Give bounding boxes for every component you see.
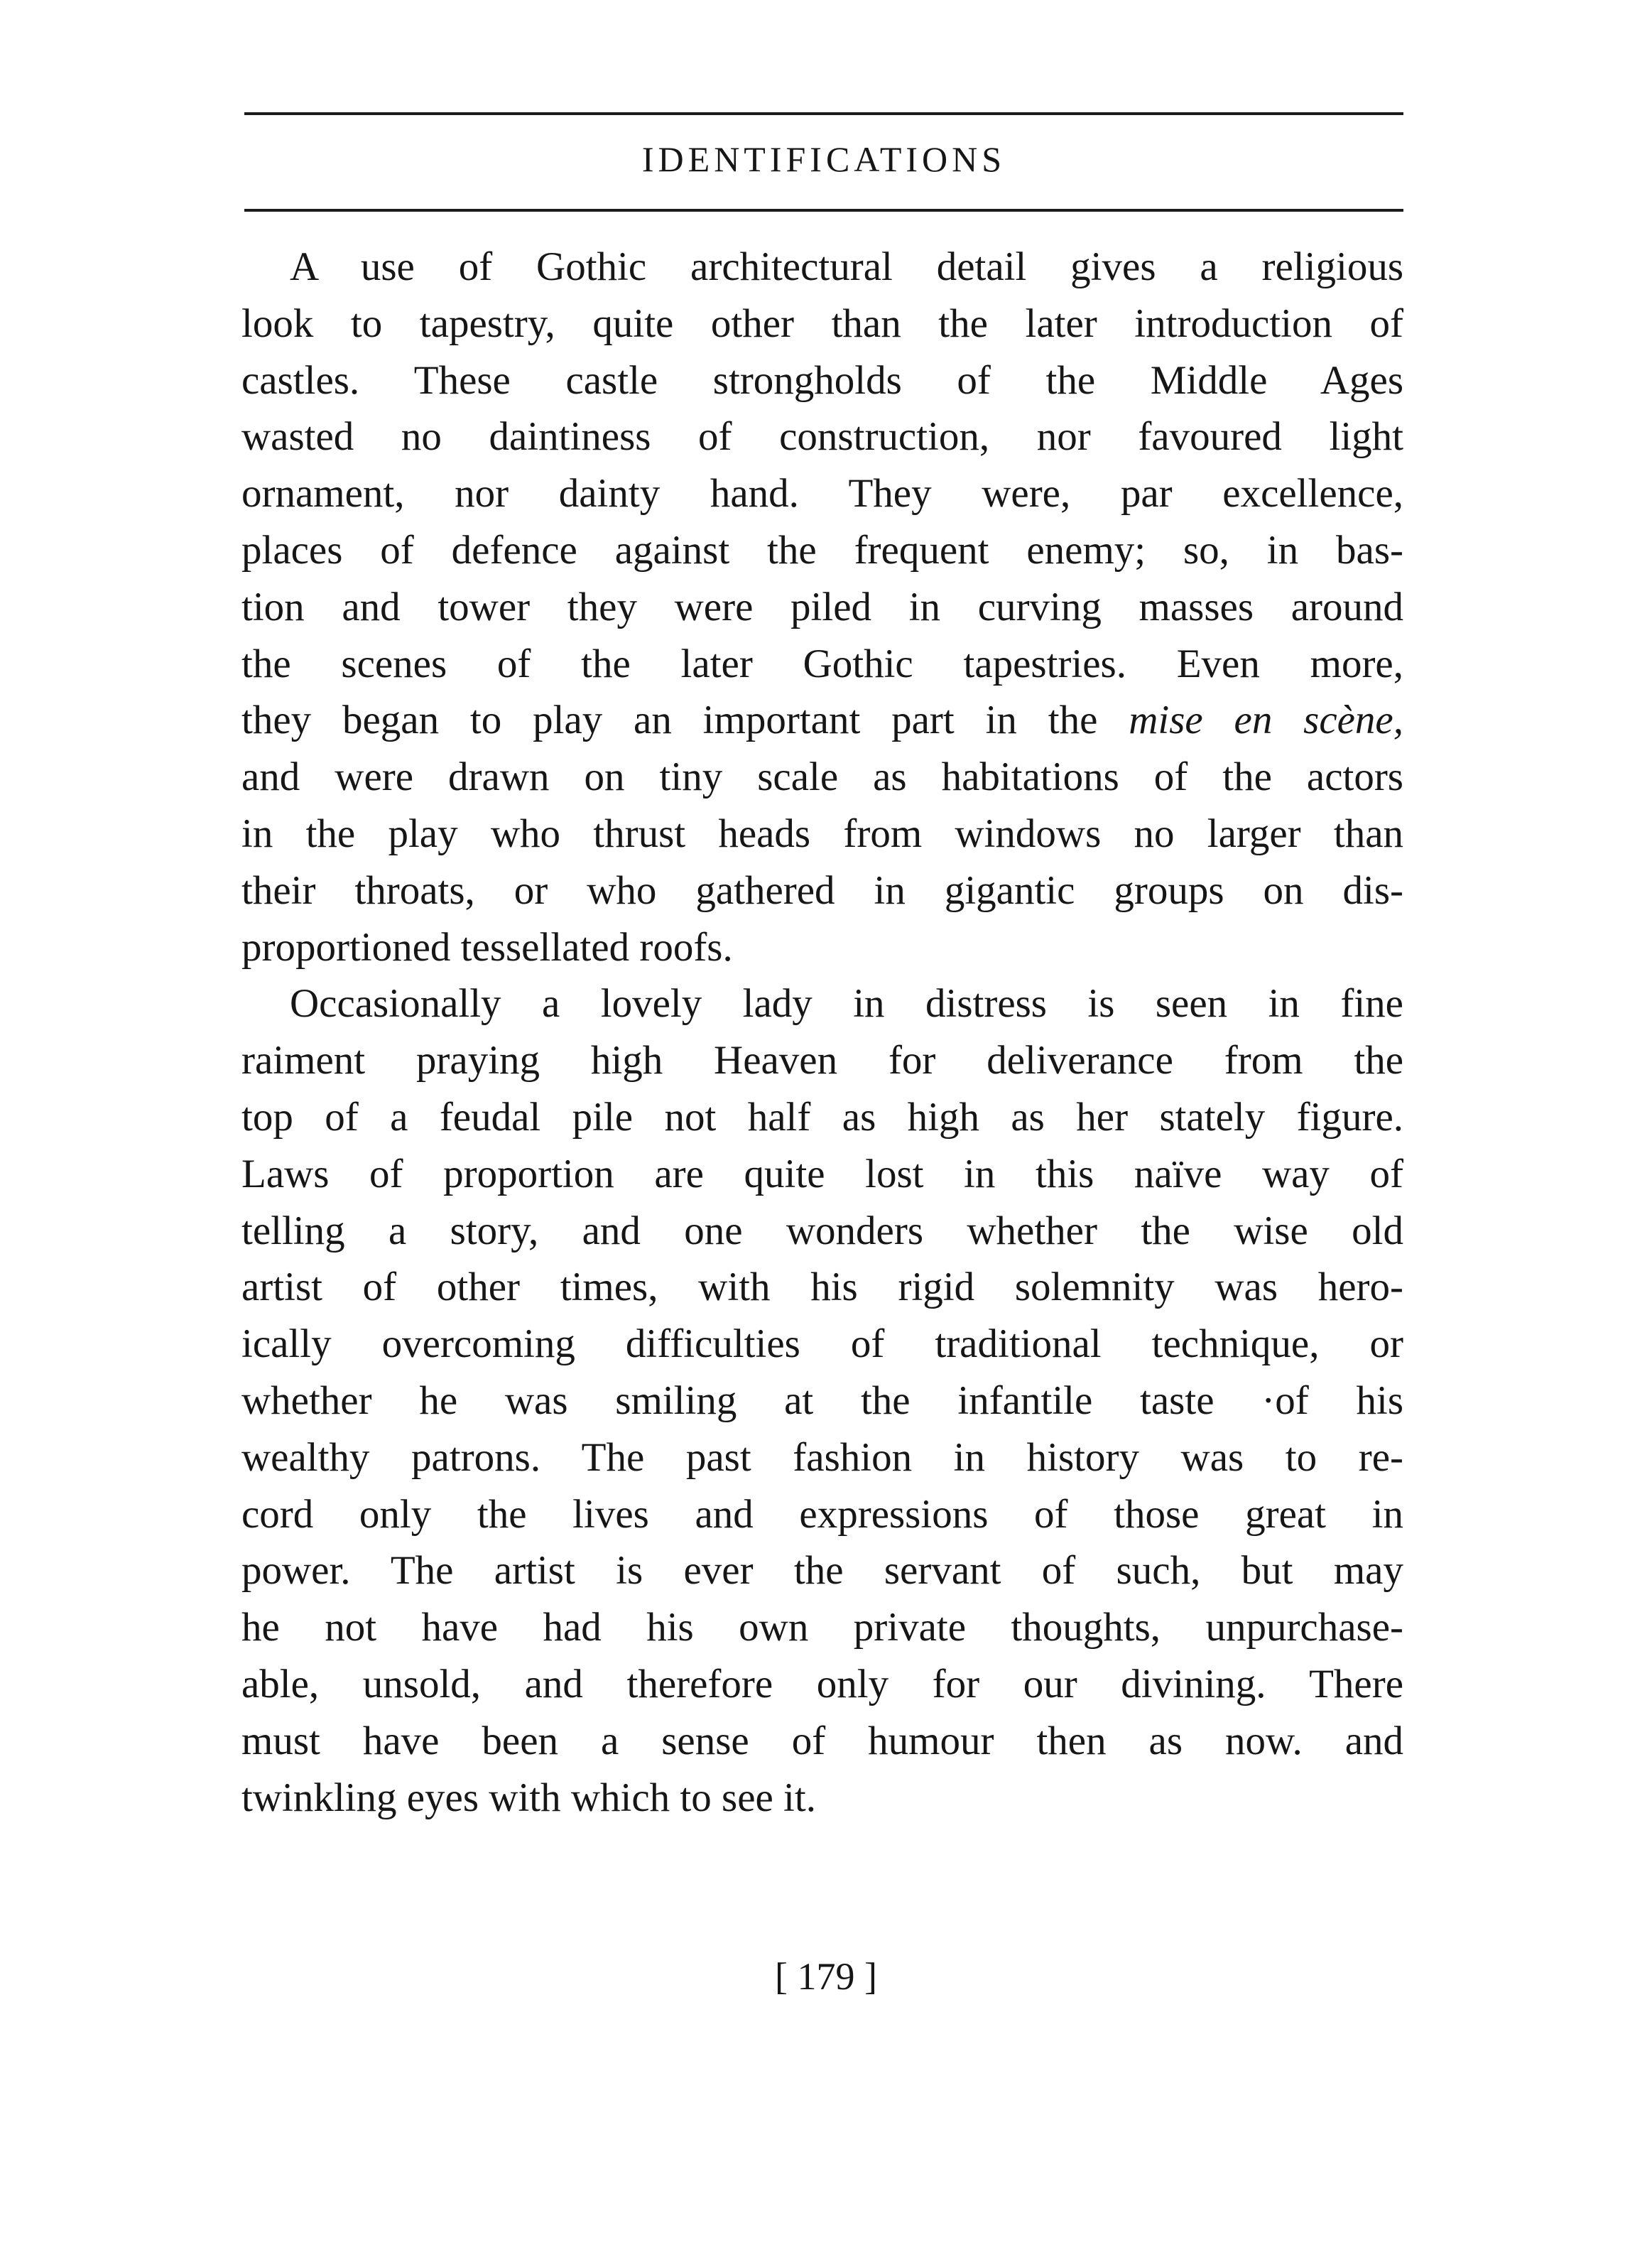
text-line: able, unsold, and therefore only for our divining. There bbox=[241, 1661, 1403, 1706]
text-line: twinkling eyes with which to see it. bbox=[241, 1775, 816, 1820]
paragraph-1 bbox=[241, 239, 1403, 975]
text-line: cord only the lives and expressions of those great in bbox=[241, 1491, 1403, 1537]
text-line: must have been a sense of humour then as now. and bbox=[241, 1718, 1403, 1763]
text-line: and were drawn on tiny scale as habitations of the actors bbox=[241, 754, 1403, 800]
text-line: their throats, or who gathered in gigantic groups on dis- bbox=[241, 867, 1403, 913]
text-line: look to tapestry, quite other than the later introduction of bbox=[241, 301, 1403, 346]
text-line: top of a feudal pile not half as high as her stately figure. bbox=[241, 1094, 1403, 1140]
text-line bbox=[241, 692, 1403, 749]
text-line: Occasionally a lovely lady in distress is seen in fine bbox=[290, 981, 1403, 1027]
running-head: IDENTIFICATIONS bbox=[641, 139, 1006, 179]
text-line: he not have had his own private thoughts, unpurchase- bbox=[241, 1605, 1403, 1650]
text-line: in the play who thrust heads from windows no larger than bbox=[241, 811, 1403, 856]
italic-phrase: mise en scène, bbox=[1129, 698, 1403, 743]
text-line: artist of other times, with his rigid solemnity was hero- bbox=[241, 1265, 1403, 1310]
top-rule bbox=[244, 112, 1403, 115]
text-line: proportioned tessellated roofs. bbox=[241, 924, 733, 970]
body-text bbox=[241, 239, 1403, 1826]
text-line: ornament, nor dainty hand. They were, par excellence, bbox=[241, 471, 1403, 516]
text-line: wealthy patrons. The past fashion in history was to re- bbox=[241, 1434, 1403, 1480]
text-line: power. The artist is ever the servant of such, but may bbox=[241, 1548, 1403, 1594]
text-line: places of defence against the frequent enemy; so, in bas- bbox=[241, 527, 1403, 573]
text-line: the scenes of the later Gothic tapestries. Even more, bbox=[241, 641, 1403, 686]
text-line: ically overcoming difficulties of traditional technique, or bbox=[241, 1321, 1403, 1367]
text-line: whether he was smiling at the infantile taste ·of his bbox=[241, 1378, 1403, 1423]
text-segment: they began to play an important part in the bbox=[241, 698, 1129, 743]
text-line: A use of Gothic architectural detail gives a religious bbox=[290, 244, 1403, 289]
text-line: castles. These castle strongholds of the Middle Ages bbox=[241, 357, 1403, 403]
header-rule bbox=[244, 209, 1403, 212]
page-number: [ 179 ] bbox=[775, 1955, 877, 1998]
text-line: wasted no daintiness of construction, nor favoured light bbox=[241, 414, 1403, 460]
paragraph-2 bbox=[241, 975, 1403, 1826]
text-line: tion and tower they were piled in curving masses around bbox=[241, 584, 1403, 629]
text-line: Laws of proportion are quite lost in this naïve way of bbox=[241, 1151, 1403, 1196]
text-line: raiment praying high Heaven for deliverance from the bbox=[241, 1038, 1403, 1083]
text-line: telling a story, and one wonders whether the wise old bbox=[241, 1208, 1403, 1253]
